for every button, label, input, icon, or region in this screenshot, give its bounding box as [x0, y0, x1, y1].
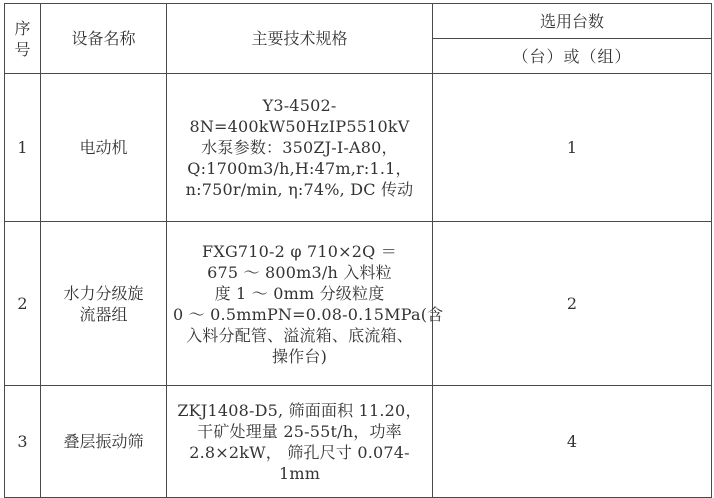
header-quantity-unit: （台）或（组） [433, 39, 712, 74]
spec-line: 2.8×2kW， 筛孔尺寸 0.074- [189, 442, 410, 462]
equipment-table [4, 3, 712, 498]
spec-line: Y3-4502- [262, 96, 337, 115]
spec-line: 入料分配管、溢流箱、底流箱、 [186, 325, 413, 345]
spec-line: 8N=400kW50HzIP5510kV [189, 117, 410, 136]
device-name-line: 电动机 [79, 138, 128, 157]
row-seq: 2 [5, 222, 41, 386]
row-device-name [41, 386, 167, 498]
spec-line: 0 ～ 0.5mmPN=0.08-0.15MPa(含 [173, 304, 444, 324]
device-name-line: 水力分级旋 [63, 283, 144, 303]
table-row [5, 386, 712, 498]
spec-line: 1mm [278, 463, 321, 483]
header-seq [5, 4, 41, 74]
row-quantity: 2 [433, 222, 712, 386]
row-spec [167, 222, 444, 386]
header-seq-char-2: 号 [14, 39, 31, 59]
header-row-top [5, 4, 712, 39]
row-seq: 1 [5, 74, 41, 222]
spec-line: 675 ～ 800m3/h 入料粒 [207, 262, 392, 282]
spec-line: Q:1700m3/h,H:47m,r:1.1， [187, 159, 412, 178]
spec-line: 度 1 ～ 0mm 分级粒度 [214, 283, 385, 303]
device-name-line: 叠层振动筛 [63, 432, 144, 451]
table-row [5, 222, 712, 386]
table-row [5, 74, 712, 222]
device-name-line: 流器组 [79, 304, 128, 324]
header-main-spec: 主要技术规格 [167, 4, 433, 74]
row-spec [167, 74, 433, 222]
spec-line: n:750r/min, η:74%, DC 传动 [185, 180, 414, 199]
spec-line: 干矿处理量 25-55t/h，功率 [197, 421, 402, 441]
spec-line: FXG710-2 φ 710×2Q ＝ [202, 241, 397, 261]
spec-line: ZKJ1408-D5, 筛面面积 11.20， [177, 400, 422, 420]
row-quantity: 4 [433, 386, 712, 498]
row-device-name [41, 222, 167, 386]
spec-line: 水泵参数：350ZJ-I-A80， [201, 138, 398, 157]
row-spec [167, 386, 433, 498]
header-quantity: 选用台数 [433, 4, 712, 39]
row-quantity: 1 [433, 74, 712, 222]
header-device-name: 设备名称 [41, 4, 167, 74]
row-seq: 3 [5, 386, 41, 498]
header-seq-char-1: 序 [14, 18, 31, 38]
row-device-name [41, 74, 167, 222]
spec-line: 操作台) [271, 346, 328, 366]
